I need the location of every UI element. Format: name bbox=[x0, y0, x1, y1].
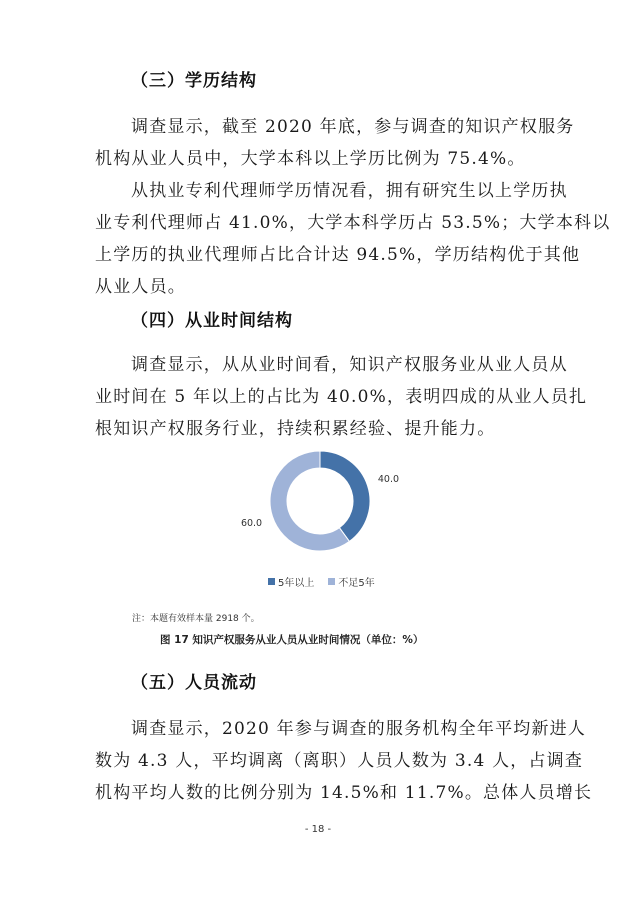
paragraph-line: 数为 4.3 人，平均调离（离职）人员人数为 3.4 人，占调查 bbox=[95, 751, 584, 771]
paragraph-line: 调查显示，2020 年参与调查的服务机构全年平均新进人 bbox=[131, 719, 587, 739]
chart-legend bbox=[268, 574, 375, 589]
section-heading-mobility: （五）人员流动 bbox=[131, 673, 257, 693]
figure-caption: 图 17 知识产权服务从业人员从业时间情况（单位：%） bbox=[160, 634, 424, 646]
legend-item bbox=[328, 574, 374, 589]
legend-swatch bbox=[268, 578, 275, 585]
paragraph-line: 机构平均人数的比例分别为 14.5%和 11.7%。总体人员增长 bbox=[95, 783, 593, 803]
donut-svg bbox=[220, 445, 430, 570]
paragraph-line: 上学历的执业代理师占比合计达 94.5%，学历结构优于其他 bbox=[95, 245, 581, 265]
page-number: - 18 - bbox=[304, 824, 332, 835]
paragraph-line: 调查显示，截至 2020 年底，参与调查的知识产权服务 bbox=[131, 117, 575, 137]
paragraph-line: 业专利代理师占 41.0%，大学本科学历占 53.5%；大学本科以 bbox=[95, 213, 611, 233]
section-heading-education: （三）学历结构 bbox=[131, 71, 257, 91]
legend-label: 5年以上 bbox=[278, 578, 315, 589]
paragraph-line: 业时间在 5 年以上的占比为 40.0%，表明四成的从业人员扎 bbox=[95, 387, 588, 407]
legend-label: 不足5年 bbox=[338, 578, 375, 589]
legend-item bbox=[268, 574, 314, 589]
legend-swatch bbox=[328, 578, 335, 585]
donut-value-label-1: 60.0 bbox=[240, 518, 263, 530]
paragraph-line: 从业人员。 bbox=[95, 277, 186, 297]
paragraph-line: 从执业专利代理师学历情况看，拥有研究生以上学历执 bbox=[131, 181, 568, 201]
paragraph-line: 调查显示，从从业时间看，知识产权服务业从业人员从 bbox=[131, 355, 568, 375]
section-heading-tenure: （四）从业时间结构 bbox=[131, 311, 293, 331]
chart-note: 注：本题有效样本量 2918 个。 bbox=[132, 614, 260, 624]
paragraph-line: 根知识产权服务行业，持续积累经验、提升能力。 bbox=[95, 419, 496, 439]
paragraph-line: 机构从业人员中，大学本科以上学历比例为 75.4%。 bbox=[95, 149, 526, 169]
donut-value-label-0: 40.0 bbox=[377, 473, 400, 485]
donut-slice-0 bbox=[320, 451, 370, 541]
